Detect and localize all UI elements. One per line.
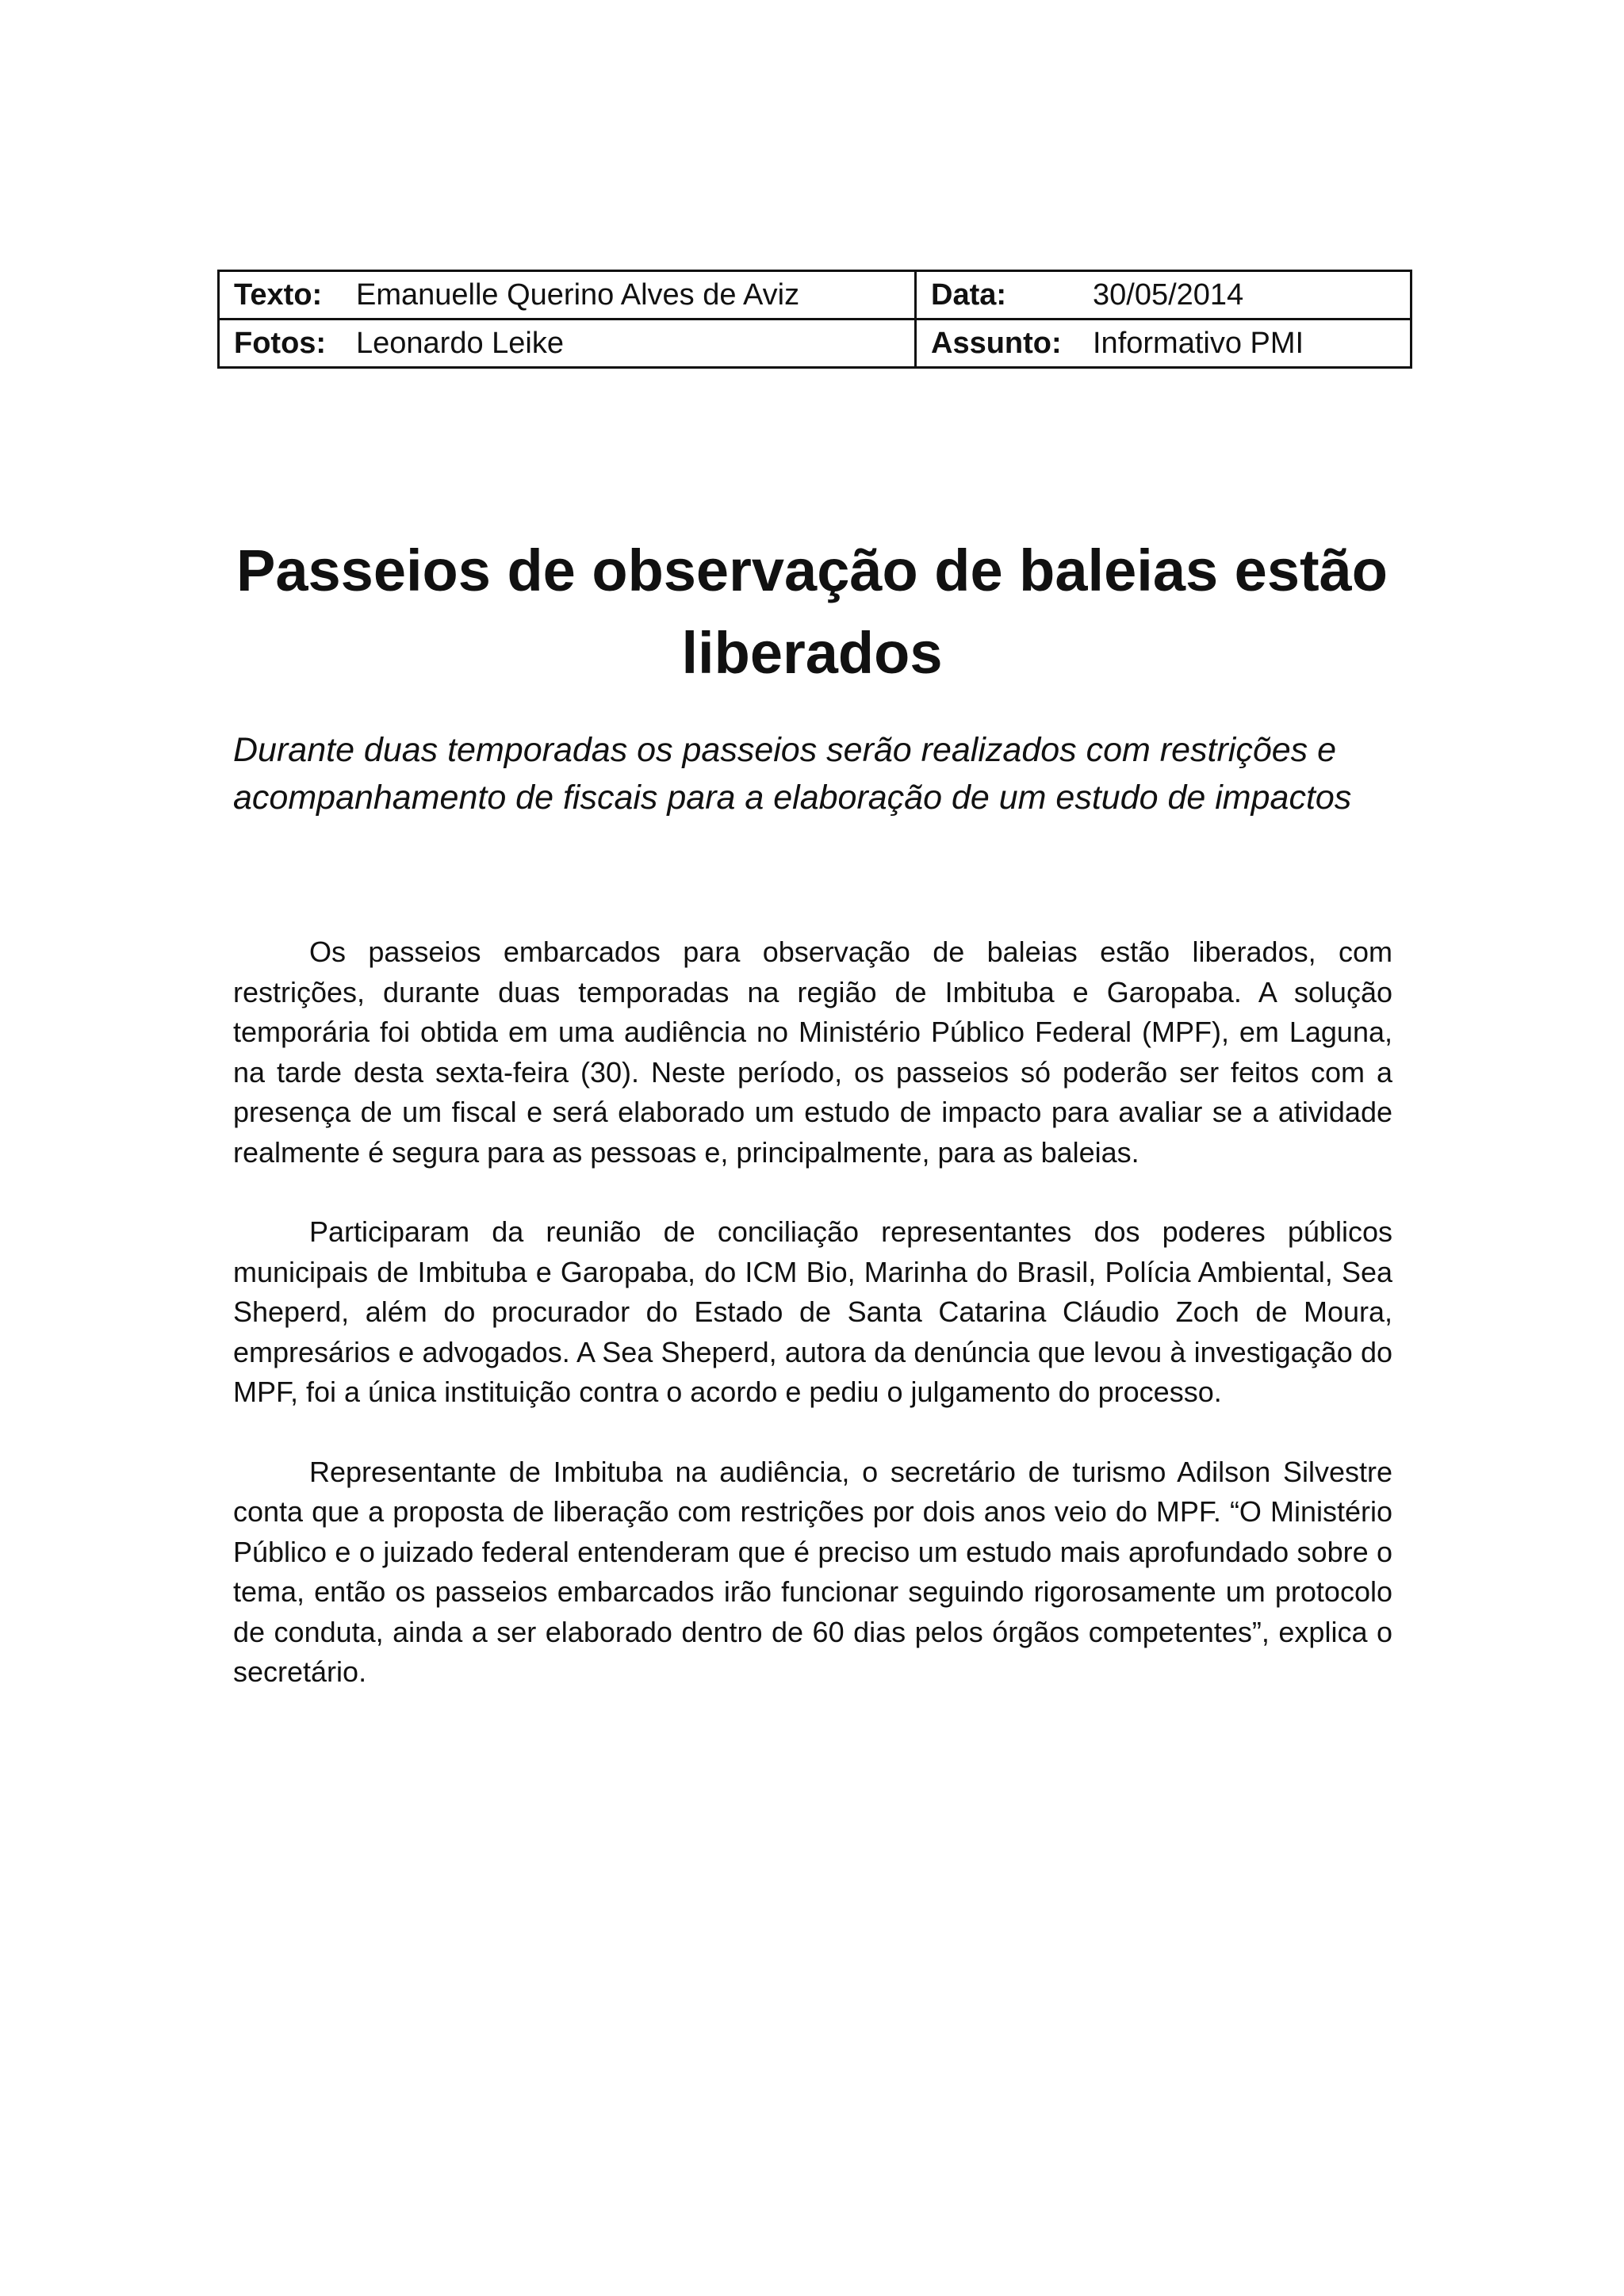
article-body bbox=[233, 932, 1392, 1732]
metadata-row-1 bbox=[219, 271, 1411, 320]
metadata-row-2 bbox=[219, 320, 1411, 368]
data-label: Data: bbox=[931, 278, 1007, 312]
texto-value: Emanuelle Querino Alves de Aviz bbox=[356, 278, 800, 312]
fotos-cell bbox=[219, 320, 916, 368]
assunto-label: Assunto: bbox=[931, 327, 1062, 360]
assunto-cell bbox=[916, 320, 1411, 368]
paragraph-3: Representante de Imbituba na audiência, o secretário de turismo Adilson Silvestre conta que a proposta de liberação com restrições por dois anos veio do MPF. “O Ministério Público e o juizado federal entenderam que é preciso um estudo mais aprofundado sobre o tema, então os passeios embarcados irão funcionar seguindo rigorosamente um protocolo de conduta, ainda a ser elaborado dentro de 60 dias pelos órgãos competentes”, explica o secretário. bbox=[233, 1455, 1392, 1688]
metadata-table bbox=[217, 270, 1412, 369]
data-value: 30/05/2014 bbox=[1093, 278, 1244, 312]
data-cell bbox=[916, 271, 1411, 320]
fotos-label: Fotos: bbox=[234, 327, 327, 360]
headline: Passeios de observação de baleias estão liberados bbox=[236, 538, 1388, 686]
assunto-value: Informativo PMI bbox=[1093, 327, 1304, 360]
texto-label: Texto: bbox=[234, 278, 323, 312]
subtitle: Durante duas temporadas os passeios serão realizados com restrições e acompanhamento de fiscais para a elaboração de um estudo de impactos bbox=[233, 731, 1352, 817]
paragraph-2: Participaram da reunião de conciliação representantes dos poderes públicos municipais de Imbituba e Garopaba, do ICM Bio, Marinha do Brasil, Polícia Ambiental, Sea Sheperd, além do procurador do Estado de Santa Catarina Cláudio Zoch de Moura, empresários e advogados. A Sea Sheperd, autora da denúncia que levou à investigação do MPF, foi a única instituição contra o acordo e pediu o julgamento do processo. bbox=[233, 1215, 1392, 1408]
fotos-value: Leonardo Leike bbox=[356, 327, 564, 360]
texto-cell bbox=[219, 271, 916, 320]
paragraph-1: Os passeios embarcados para observação de baleias estão liberados, com restrições, durante duas temporadas na região de Imbituba e Garopaba. A solução temporária foi obtida em uma audiência no Ministério Público Federal (MPF), em Laguna, na tarde desta sexta-feira (30). Neste período, os passeios só poderão ser feitos com a presença de um fiscal e será elaborado um estudo de impacto para avaliar se a atividade realmente é segura para as pessoas e, principalmente, para as baleias. bbox=[233, 936, 1392, 1169]
